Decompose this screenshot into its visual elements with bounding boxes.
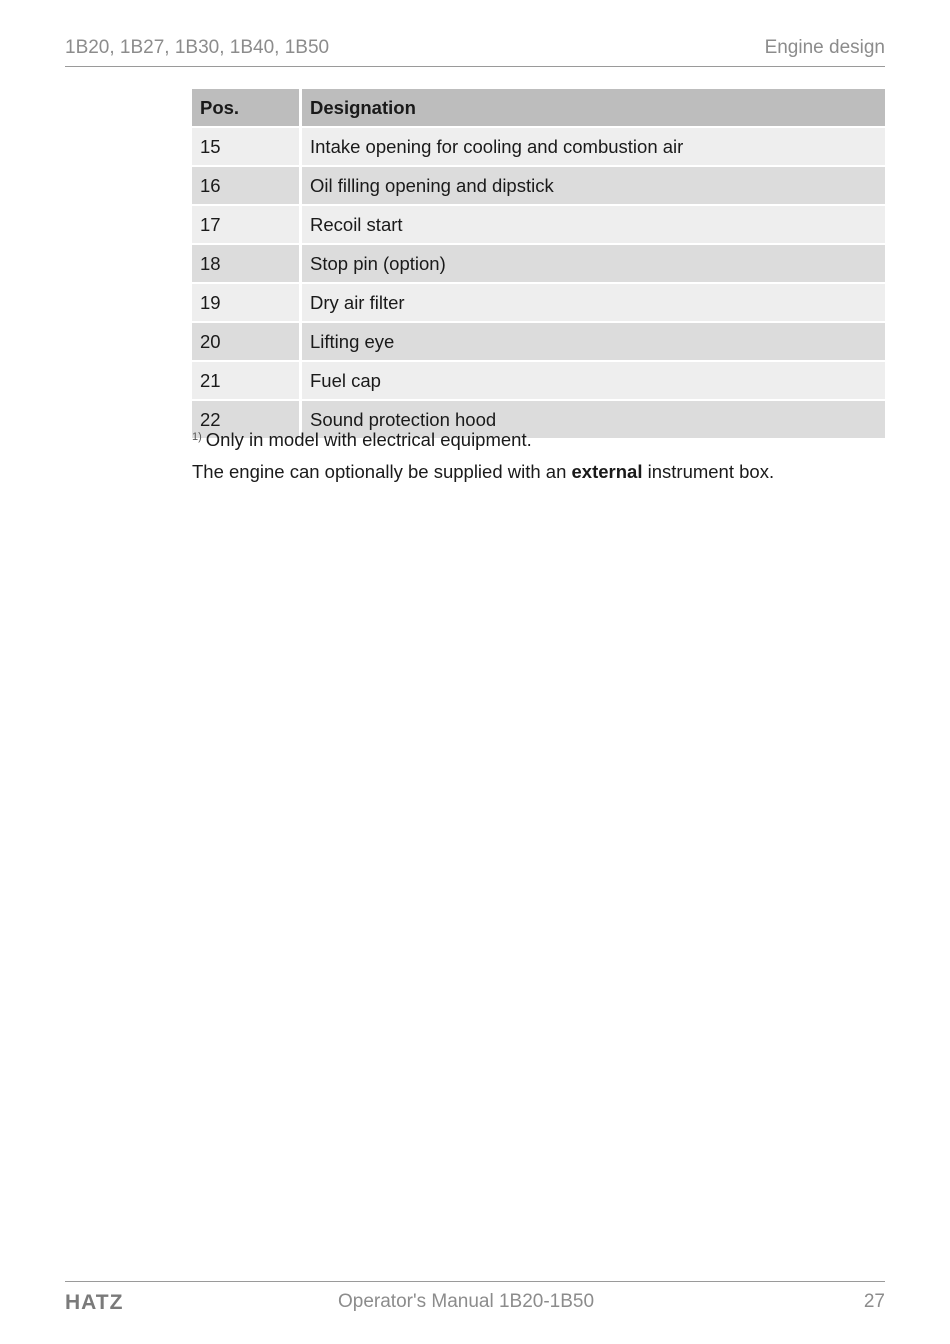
info-text-before: The engine can optionally be supplied with an — [192, 461, 572, 482]
row-designation: Stop pin (option) — [302, 245, 885, 284]
page-number: 27 — [863, 1291, 885, 1312]
footnote — [192, 429, 532, 451]
hatz-logo: HATZ — [65, 1291, 124, 1314]
row-pos: 22 — [192, 401, 302, 440]
footer-manual-title: Operator's Manual 1B20-1B50 — [338, 1291, 595, 1312]
row-pos: 15 — [192, 128, 302, 167]
table-row — [192, 206, 885, 245]
table-row — [192, 245, 885, 284]
parts-table — [192, 89, 885, 440]
row-pos: 19 — [192, 284, 302, 323]
row-pos: 21 — [192, 362, 302, 401]
table-header-row — [192, 89, 885, 128]
column-header-pos: Pos. — [192, 89, 302, 128]
row-designation: Intake opening for cooling and combustion air — [302, 128, 885, 167]
page-footer — [65, 1281, 885, 1322]
header-models: 1B20, 1B27, 1B30, 1B40, 1B50 — [65, 37, 330, 58]
table-row — [192, 167, 885, 206]
row-designation: Oil filling opening and dipstick — [302, 167, 885, 206]
row-pos: 18 — [192, 245, 302, 284]
table-row — [192, 284, 885, 323]
instrument-box-note — [192, 461, 774, 483]
row-pos: 16 — [192, 167, 302, 206]
row-designation: Dry air filter — [302, 284, 885, 323]
row-designation: Recoil start — [302, 206, 885, 245]
header-section: Engine design — [764, 37, 885, 58]
footnote-marker: 1) — [192, 431, 202, 443]
table-row — [192, 128, 885, 167]
page-header — [65, 34, 885, 67]
column-header-designation: Designation — [302, 89, 885, 128]
row-designation: Fuel cap — [302, 362, 885, 401]
row-designation: Lifting eye — [302, 323, 885, 362]
table-row — [192, 323, 885, 362]
footnote-text: Only in model with electrical equipment. — [205, 429, 532, 450]
info-emphasis: external — [571, 461, 643, 482]
row-pos: 17 — [192, 206, 302, 245]
row-pos: 20 — [192, 323, 302, 362]
info-text-after: instrument box. — [642, 461, 775, 482]
table-row — [192, 362, 885, 401]
row-designation: Sound protection hood — [302, 401, 885, 440]
